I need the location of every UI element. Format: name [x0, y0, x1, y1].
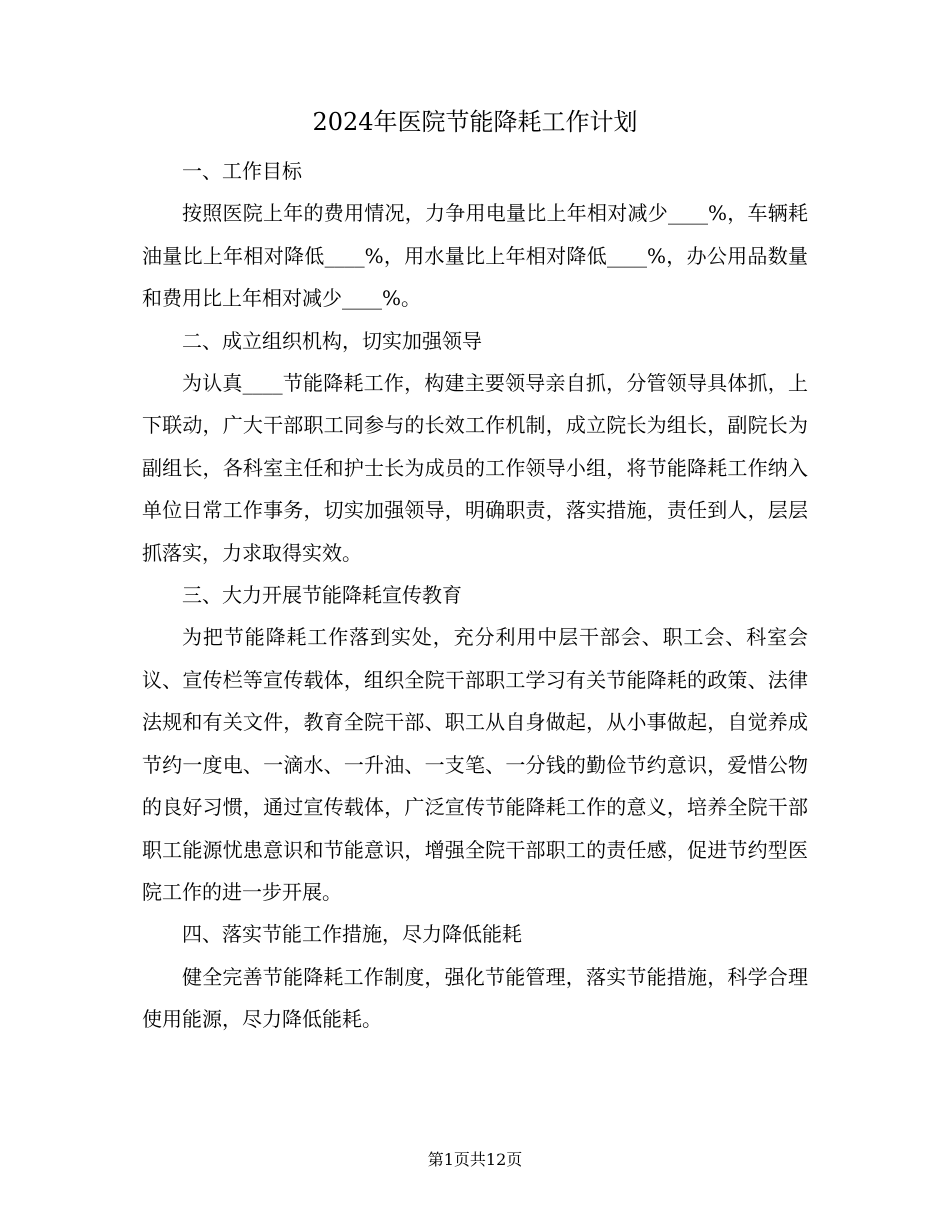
document-body [142, 150, 808, 1041]
paragraph-goals: 按照医院上年的费用情况，力争用电量比上年相对减少____%，车辆耗油量比上年相对降低____%，用水量比上年相对降低____%，办公用品数量和费用比上年相对减少____%。 [142, 201, 808, 311]
section-heading-4: 四、落实节能工作措施，尽力降低能耗 [182, 922, 522, 947]
section-heading-2: 二、成立组织机构，切实加强领导 [182, 328, 482, 353]
page-number-footer: 第1页共12页 [427, 1150, 523, 1169]
document-title: 2024年医院节能降耗工作计划 [312, 108, 638, 136]
paragraph-publicity: 为把节能降耗工作落到实处，充分利用中层干部会、职工会、科室会议、宣传栏等宣传载体，组织全院干部职工学习有关节能降耗的政策、法律法规和有关文件，教育全院干部、职工从自身做起，从小事做起，自觉养成节约一度电、一滴水、一升油、一支笔、一分钱的勤俭节约意识，爱惜公物的良好习惯，通过宣传载体，广泛宣传节能降耗工作的意义，培养全院干部职工能源忧患意识和节能意识，增强全院干部职工的责任感，促进节约型医院工作的进一步开展。 [142, 625, 808, 904]
section-heading-3: 三、大力开展节能降耗宣传教育 [182, 583, 462, 608]
paragraph-measures: 健全完善节能降耗工作制度，强化节能管理，落实节能措施，科学合理使用能源，尽力降低能耗。 [142, 964, 808, 1032]
section-heading-1: 一、工作目标 [182, 159, 302, 183]
paragraph-organization: 为认真____节能降耗工作，构建主要领导亲自抓，分管领导具体抓，上下联动，广大干部职工同参与的长效工作机制，成立院长为组长，副院长为副组长，各科室主任和护士长为成员的工作领导小组，将节能降耗工作纳入单位日常工作事务，切实加强领导，明确职责，落实措施，责任到人，层层抓落实，力求取得实效。 [142, 371, 808, 565]
